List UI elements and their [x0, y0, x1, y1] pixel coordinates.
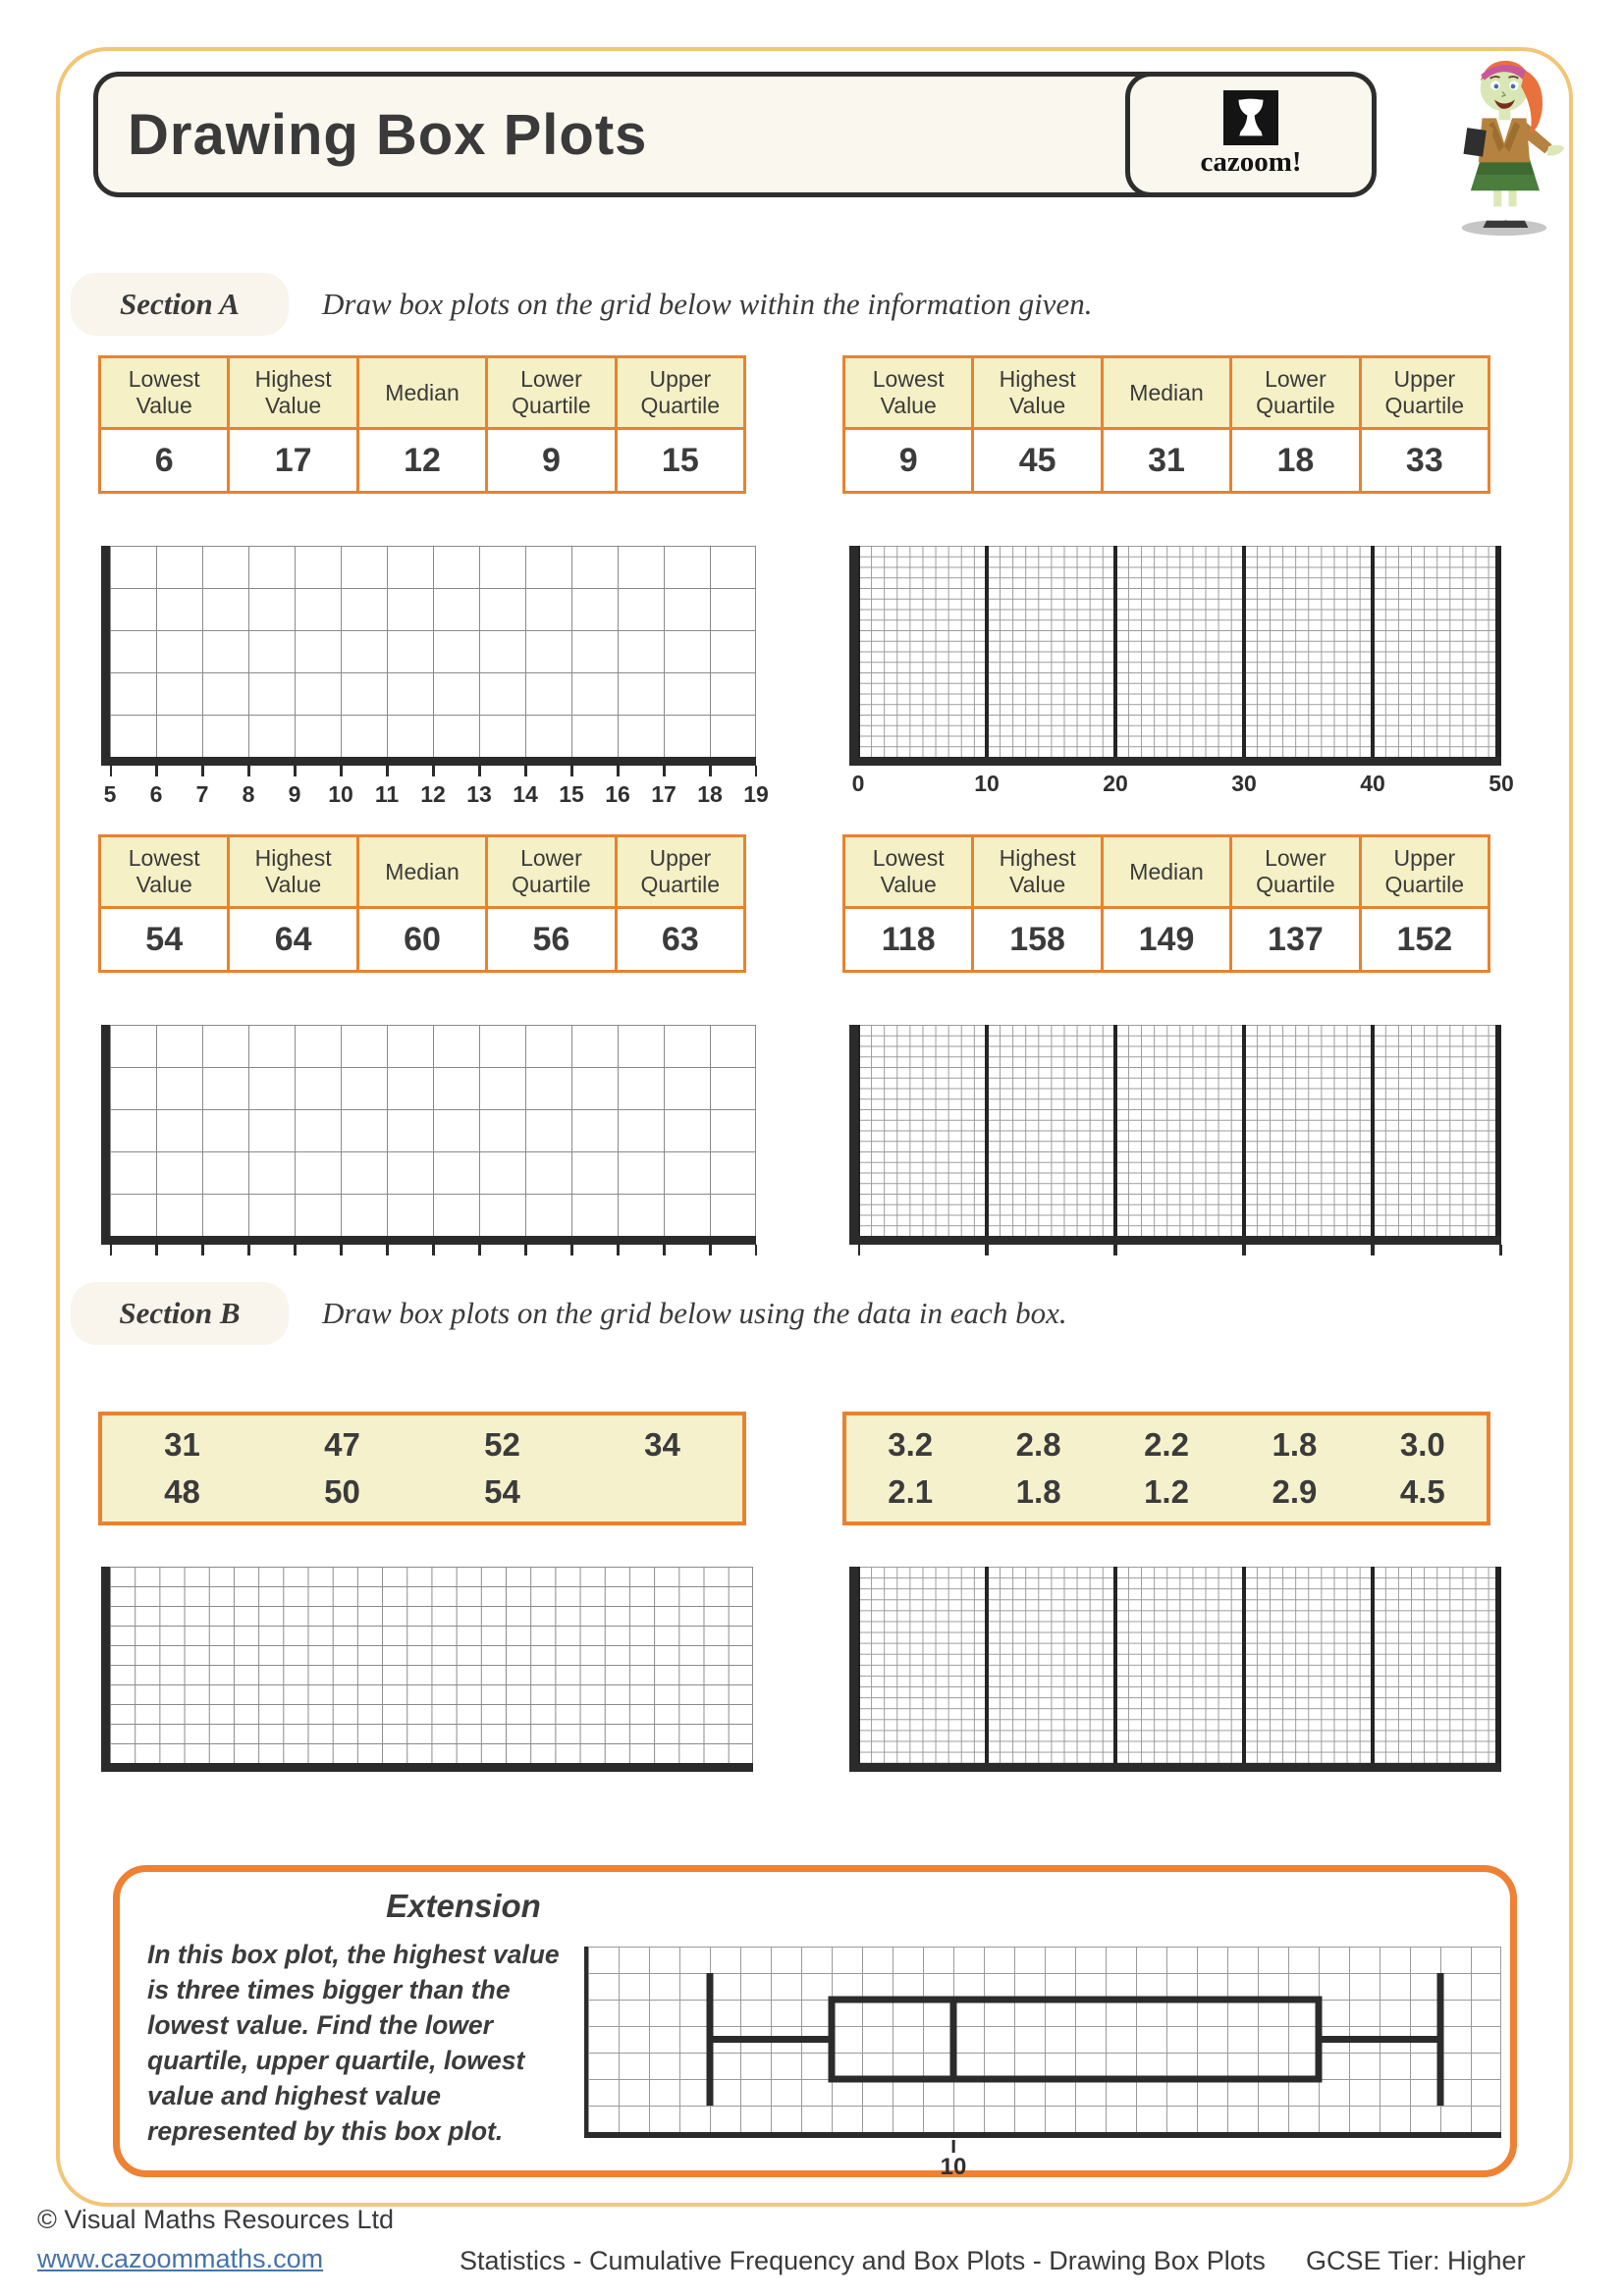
grid-a3-yaxis [101, 1025, 110, 1236]
data-row [846, 1426, 1487, 1464]
axis-label: 17 [651, 781, 677, 807]
extension-title: Extension [386, 1888, 541, 1924]
cazoom-logo-box [1125, 72, 1377, 197]
footer-topic: Statistics - Cumulative Frequency and Box Plots - Drawing Box Plots [460, 2246, 1266, 2275]
data-spacer [582, 1473, 742, 1511]
grid-b2-yaxis [849, 1567, 858, 1763]
value-cell: 152 [1359, 909, 1488, 970]
header-median: Median [356, 837, 485, 909]
header-lowest-value: Lowest Value [845, 837, 971, 909]
data-value: 1.2 [1144, 1473, 1189, 1511]
grid-a1-xaxis [101, 757, 756, 766]
cazoom-logo-text: cazoom! [1200, 146, 1302, 178]
data-value: 54 [484, 1473, 520, 1511]
axis-label: 7 [195, 781, 209, 807]
grid-a1-ticks [110, 766, 757, 776]
value-cell: 31 [1101, 430, 1229, 491]
data-row [102, 1426, 742, 1464]
axis-label: 5 [103, 781, 117, 807]
grid-a4 [849, 1025, 1502, 1255]
header-lower-quartile: Lower Quartile [485, 837, 614, 909]
data-value: 2.2 [1144, 1425, 1189, 1463]
table-header-row [845, 358, 1488, 430]
data-value: 47 [324, 1425, 360, 1463]
grid-a1 [101, 546, 769, 810]
data-value: 52 [484, 1425, 520, 1463]
grid-a4-yaxis [849, 1025, 858, 1236]
axis-label: 0 [851, 771, 865, 796]
grid-a3-xaxis [101, 1236, 756, 1245]
header-lowest-value: Lowest Value [845, 358, 971, 430]
footer-website-link[interactable]: www.cazoommaths.com [37, 2244, 324, 2273]
value-cell: 17 [227, 430, 355, 491]
stats-table-a4 [842, 834, 1490, 973]
mascot-girl-illustration [1416, 51, 1593, 237]
data-value: 3.0 [1399, 1425, 1445, 1463]
value-cell: 118 [881, 920, 936, 958]
grid-b1 [101, 1567, 753, 1772]
grid-a2-axis-labels [851, 766, 1514, 799]
axis-label: 30 [1231, 771, 1257, 796]
value-cell: 45 [971, 430, 1100, 491]
header-highest-value: Highest Value [227, 837, 355, 909]
data-value: 3.2 [888, 1425, 934, 1463]
cazoom-goblet-icon [1223, 90, 1278, 145]
data-row [846, 1473, 1487, 1511]
value-cell: 63 [615, 909, 743, 970]
axis-label: 15 [559, 781, 584, 807]
data-box-b1 [98, 1412, 746, 1525]
data-row [102, 1473, 742, 1511]
stats-table-a3 [98, 834, 746, 973]
axis-label: 11 [374, 781, 400, 807]
value-cell: 60 [356, 909, 485, 970]
value-cell: 9 [898, 441, 918, 479]
grid-a1-yaxis [101, 546, 110, 757]
table-header-row [101, 358, 743, 430]
header-median: Median [1101, 837, 1229, 909]
value-cell: 56 [485, 909, 614, 970]
header-lowest-value: Lowest Value [101, 837, 227, 909]
header-upper-quartile: Upper Quartile [1359, 837, 1488, 909]
axis-label: 16 [605, 781, 630, 807]
grid-b1-xaxis [101, 1763, 753, 1772]
table-value-row [845, 430, 1488, 491]
axis-label: 13 [466, 781, 492, 807]
value-cell: 18 [1229, 430, 1358, 491]
axis-label: 8 [242, 781, 255, 807]
data-value: 2.1 [888, 1473, 934, 1511]
grid-a4-area [858, 1025, 1501, 1236]
data-value: 1.8 [1015, 1473, 1061, 1511]
grid-a4-xaxis [849, 1236, 1501, 1245]
value-cell: 149 [1101, 909, 1229, 970]
header-lowest-value: Lowest Value [101, 358, 227, 430]
data-value: 2.8 [1015, 1425, 1061, 1463]
axis-label: 9 [288, 781, 301, 807]
data-value: 48 [164, 1473, 200, 1511]
section-a-instruction: Draw box plots on the grid below within the information given. [322, 287, 1093, 321]
axis-label: 19 [743, 781, 769, 807]
value-cell: 6 [154, 441, 174, 479]
grid-a1-area [110, 546, 756, 757]
header-upper-quartile: Upper Quartile [615, 837, 743, 909]
axis-label: 20 [1103, 771, 1128, 796]
axis-label: 18 [697, 781, 723, 807]
footer-tier: GCSE Tier: Higher [1306, 2246, 1526, 2275]
value-cell: 33 [1359, 430, 1488, 491]
section-b-label: Section B [119, 1296, 241, 1330]
header-upper-quartile: Upper Quartile [1359, 358, 1488, 430]
extension-grid [584, 1947, 1501, 2180]
value-cell: 54 [145, 920, 184, 958]
grid-a1-axis-labels [103, 776, 769, 810]
grid-a2-xaxis [849, 757, 1501, 766]
grid-a2-yaxis [849, 546, 858, 757]
extension-axis-tick [941, 2140, 967, 2181]
section-b-instruction: Draw box plots on the grid below using the data in each box. [322, 1296, 1067, 1330]
axis-label: 10 [974, 771, 1000, 796]
value-cell: 15 [615, 430, 743, 491]
extension-question-text: In this box plot, the highest value is three times bigger than the lowest value. Find the lower quartile, upper quartile, lowest value and highest value represented by this box plot. [147, 1940, 560, 2146]
value-cell: 9 [485, 430, 614, 491]
extension-grid-xaxis [584, 2132, 1501, 2138]
data-value: 4.5 [1399, 1473, 1445, 1511]
data-value: 1.8 [1272, 1425, 1318, 1463]
data-value: 31 [164, 1425, 200, 1463]
value-cell: 12 [356, 430, 485, 491]
axis-label: 40 [1360, 771, 1385, 796]
header-highest-value: Highest Value [971, 358, 1100, 430]
header-median: Median [356, 358, 485, 430]
axis-label: 14 [513, 781, 538, 807]
grid-a2-area [858, 546, 1501, 757]
table-value-row [101, 430, 743, 491]
grid-b2 [849, 1567, 1501, 1772]
header-highest-value: Highest Value [971, 837, 1100, 909]
stats-table-a1 [98, 355, 746, 494]
grid-b1-yaxis [101, 1567, 110, 1763]
stats-table-a2 [842, 355, 1490, 494]
header-lower-quartile: Lower Quartile [1229, 837, 1358, 909]
page-title: Drawing Box Plots [128, 102, 648, 167]
section-a-label: Section A [119, 287, 240, 321]
grid-b2-xaxis [849, 1763, 1501, 1772]
header-median: Median [1101, 358, 1229, 430]
footer-copyright: © Visual Maths Resources Ltd [37, 2205, 395, 2234]
grid-b1-area [110, 1567, 753, 1763]
grid-a4-ticks [858, 1245, 1502, 1255]
header-lower-quartile: Lower Quartile [485, 358, 614, 430]
value-cell: 64 [227, 909, 355, 970]
tick-mark [951, 2140, 954, 2153]
table-value-row [101, 909, 743, 970]
value-cell: 137 [1229, 909, 1358, 970]
header-highest-value: Highest Value [227, 358, 355, 430]
data-box-b2 [842, 1412, 1490, 1525]
axis-label: 10 [328, 781, 353, 807]
grid-a3 [101, 1025, 757, 1255]
data-value: 2.9 [1272, 1473, 1318, 1511]
extension-axis-tick-label: 10 [940, 2154, 967, 2180]
grid-a2 [849, 546, 1514, 799]
table-value-row [845, 909, 1488, 970]
grid-a3-ticks [110, 1245, 757, 1255]
grid-a3-area [110, 1025, 756, 1236]
value-cell: 158 [971, 909, 1100, 970]
extension-box-plot [588, 1947, 1501, 2132]
data-value: 50 [324, 1473, 360, 1511]
axis-label: 6 [149, 781, 163, 807]
data-value: 34 [644, 1425, 680, 1463]
axis-label: 50 [1489, 771, 1514, 796]
table-header-row [845, 837, 1488, 909]
header-upper-quartile: Upper Quartile [615, 358, 743, 430]
extension-panel [113, 1865, 1517, 2180]
section-b-badge [71, 1282, 289, 1345]
header-lower-quartile: Lower Quartile [1229, 358, 1358, 430]
table-header-row [101, 837, 743, 909]
grid-b2-area [858, 1567, 1501, 1763]
section-a-badge [71, 273, 289, 336]
axis-label: 12 [420, 781, 446, 807]
